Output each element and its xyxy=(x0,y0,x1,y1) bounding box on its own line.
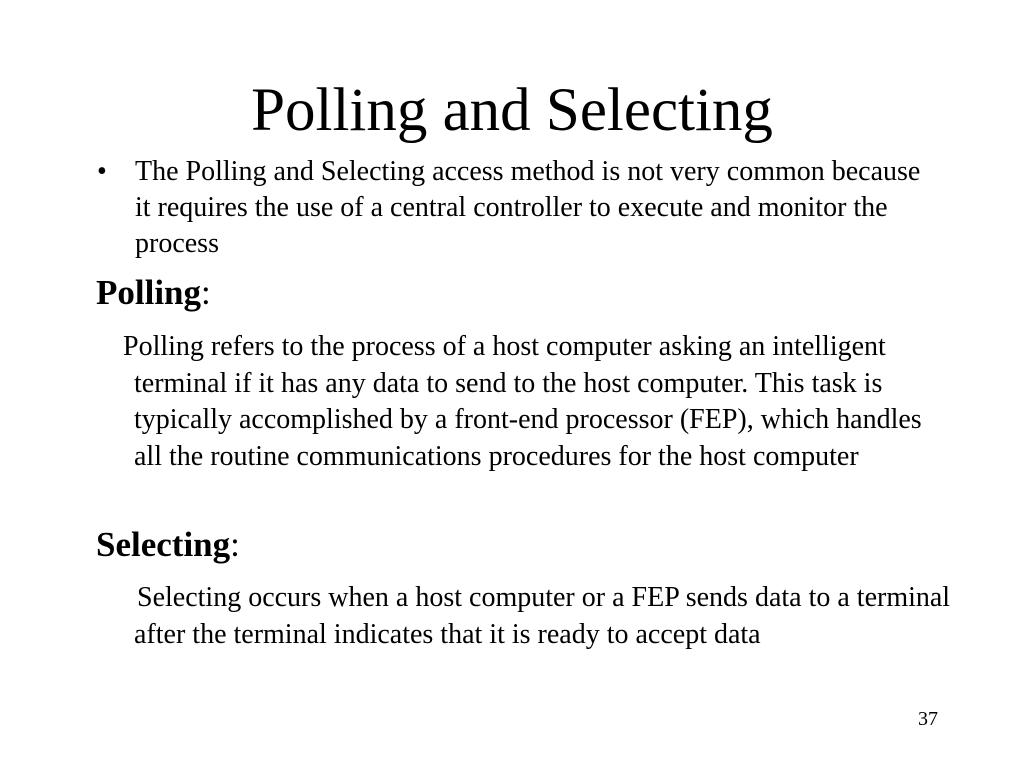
slide-title: Polling and Selecting xyxy=(251,77,773,144)
page-number: 37 xyxy=(918,708,938,730)
polling-paragraph: Polling refers to the process of a host computer asking an intelligent terminal if it has any data to send to the host computer. This task is typically accomplished by a front-end processor (FEP), which handles all the routine communications procedures for the host computer xyxy=(123,331,922,472)
selecting-heading xyxy=(96,525,240,565)
polling-heading xyxy=(96,273,211,313)
bullet-text: The Polling and Selecting access method is not very common because it requires the use of a central controller to execute and monitor the process xyxy=(135,156,921,259)
bullet-item xyxy=(97,154,937,262)
polling-heading-word: Polling xyxy=(96,273,202,312)
polling-heading-colon: : xyxy=(201,273,211,312)
selecting-heading-colon: : xyxy=(230,525,240,564)
selecting-paragraph: Selecting occurs when a host computer or a FEP sends data to a terminal after the terminal indicates that it is ready to accept data xyxy=(134,582,951,650)
selecting-heading-word: Selecting xyxy=(96,525,231,564)
bullet-marker: • xyxy=(97,156,107,187)
